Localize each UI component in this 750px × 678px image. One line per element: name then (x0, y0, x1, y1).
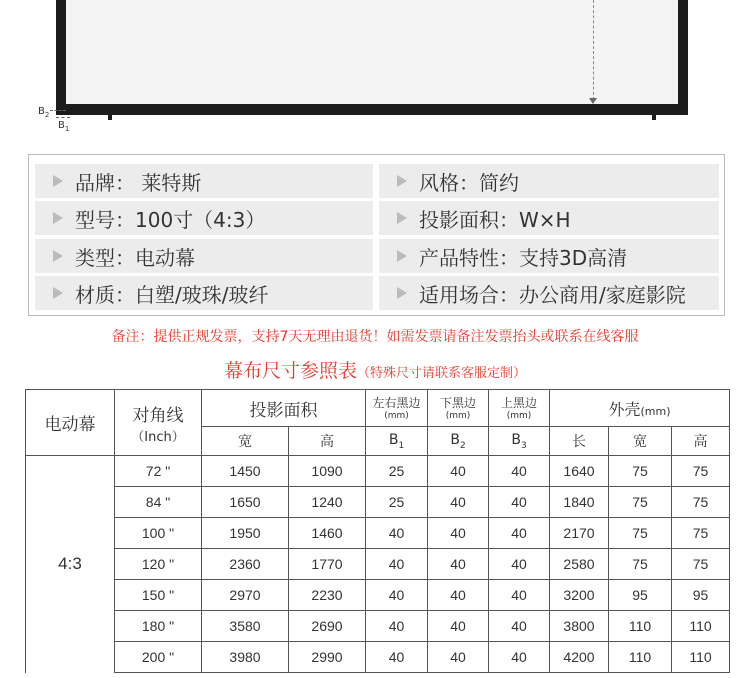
cell-b2: 40 (428, 456, 489, 487)
table-row (26, 580, 730, 611)
triangle-bullet-icon (53, 287, 63, 299)
cell-shell-width: 75 (609, 518, 672, 549)
spec-scene: 适用场合：办公商用/家庭影院 (379, 276, 719, 310)
cell-diagonal: 72 " (115, 456, 202, 487)
cell-shell-width: 75 (609, 456, 672, 487)
height-arrow-head (589, 98, 597, 104)
screen-surface (66, 0, 678, 104)
cell-b1: 40 (366, 518, 428, 549)
size-table-title (0, 356, 750, 383)
cell-diagonal: 150 " (115, 580, 202, 611)
cell-b1: 40 (366, 611, 428, 642)
cell-b2: 40 (428, 642, 489, 673)
subheader-height: 高 (289, 427, 366, 456)
table-row (26, 518, 730, 549)
subheader-shell-height: 高 (672, 427, 730, 456)
size-table-title-sub: （特殊尺寸请联系客服定制） (357, 366, 527, 381)
subheader-shell-length: 长 (550, 427, 609, 456)
cell-b3: 40 (489, 518, 550, 549)
cell-b3: 40 (489, 611, 550, 642)
cell-shell-length: 1840 (550, 487, 609, 518)
subheader-shell-width: 宽 (609, 427, 672, 456)
ratio-cell: 4:3 (26, 456, 115, 673)
triangle-bullet-icon (397, 287, 407, 299)
cell-width: 1950 (202, 518, 289, 549)
header-lr-border: 左右黑边 (mm) (366, 390, 428, 427)
cell-b2: 40 (428, 580, 489, 611)
cell-shell-length: 4200 (550, 642, 609, 673)
cell-width: 2360 (202, 549, 289, 580)
cell-height: 1460 (289, 518, 366, 549)
header-shell: 外壳(mm) (550, 390, 730, 427)
cell-diagonal: 120 " (115, 549, 202, 580)
cell-width: 3580 (202, 611, 289, 642)
cell-b1: 25 (366, 456, 428, 487)
header-type: 电动幕 (26, 390, 115, 456)
table-row (26, 487, 730, 518)
cell-width: 1650 (202, 487, 289, 518)
spec-style: 风格：简约 (379, 164, 719, 198)
cell-shell-width: 110 (609, 642, 672, 673)
cell-diagonal: 84 " (115, 487, 202, 518)
triangle-bullet-icon (53, 250, 63, 262)
subheader-b1: $B_1$ (366, 427, 428, 456)
b1-label: $B_1$ (58, 120, 70, 133)
subheader-width: 宽 (202, 427, 289, 456)
cell-height: 2990 (289, 642, 366, 673)
header-diagonal: 对角线 （Inch） (115, 390, 202, 456)
screen-foot-left (108, 114, 112, 120)
cell-height: 2690 (289, 611, 366, 642)
cell-shell-height: 75 (672, 549, 730, 580)
cell-height: 1240 (289, 487, 366, 518)
header-top-border: 上黑边 (mm) (489, 390, 550, 427)
cell-diagonal: 180 " (115, 611, 202, 642)
cell-b3: 40 (489, 642, 550, 673)
cell-shell-height: 75 (672, 456, 730, 487)
height-arrow-line (593, 0, 594, 100)
spec-material: 材质：白塑/玻珠/玻纤 (35, 276, 373, 310)
header-area: 投影面积 (202, 390, 366, 427)
triangle-bullet-icon (53, 175, 63, 187)
cell-b2: 40 (428, 611, 489, 642)
cell-b3: 40 (489, 580, 550, 611)
cell-shell-width: 95 (609, 580, 672, 611)
cell-shell-height: 110 (672, 642, 730, 673)
size-table-title-main: 幕布尺寸参照表 (223, 360, 357, 382)
cell-shell-width: 75 (609, 549, 672, 580)
spec-brand: 品牌： 莱特斯 (35, 164, 373, 198)
triangle-bullet-icon (397, 175, 407, 187)
cell-b2: 40 (428, 487, 489, 518)
cell-height: 2230 (289, 580, 366, 611)
cell-shell-height: 110 (672, 611, 730, 642)
spec-model: 型号：100寸（4:3） (35, 201, 373, 235)
cell-b1: 40 (366, 580, 428, 611)
cell-shell-height: 75 (672, 487, 730, 518)
cell-diagonal: 100 " (115, 518, 202, 549)
triangle-bullet-icon (397, 212, 407, 224)
spec-area: 投影面积：W×H (379, 201, 719, 235)
cell-b1: 25 (366, 487, 428, 518)
table-row (26, 456, 730, 487)
table-row (26, 642, 730, 673)
b2-dash (50, 110, 66, 111)
table-header-row (26, 390, 730, 427)
triangle-bullet-icon (53, 212, 63, 224)
triangle-bullet-icon (397, 250, 407, 262)
cell-b1: 40 (366, 642, 428, 673)
subheader-b2: $B_2$ (428, 427, 489, 456)
cell-b2: 40 (428, 549, 489, 580)
table-row (26, 611, 730, 642)
cell-shell-height: 95 (672, 580, 730, 611)
cell-diagonal: 200 " (115, 642, 202, 673)
cell-shell-length: 3800 (550, 611, 609, 642)
header-bottom-border: 下黑边 (mm) (428, 390, 489, 427)
cell-shell-length: 3200 (550, 580, 609, 611)
cell-b2: 40 (428, 518, 489, 549)
cell-height: 1770 (289, 549, 366, 580)
b1-dash (56, 117, 70, 118)
cell-b3: 40 (489, 456, 550, 487)
cell-shell-length: 1640 (550, 456, 609, 487)
spec-feature: 产品特性：支持3D高清 (379, 239, 719, 273)
cell-b1: 40 (366, 549, 428, 580)
cell-width: 2970 (202, 580, 289, 611)
cell-b3: 40 (489, 549, 550, 580)
cell-shell-width: 75 (609, 487, 672, 518)
cell-width: 1450 (202, 456, 289, 487)
size-table (25, 389, 730, 673)
cell-shell-width: 110 (609, 611, 672, 642)
b2-label: $B_2$ (38, 106, 50, 119)
cell-width: 3980 (202, 642, 289, 673)
cell-height: 1090 (289, 456, 366, 487)
cell-b3: 40 (489, 487, 550, 518)
subheader-b3: $B_3$ (489, 427, 550, 456)
cell-shell-length: 2580 (550, 549, 609, 580)
screen-diagram (0, 0, 750, 140)
screen-foot-right (652, 114, 656, 120)
cell-shell-height: 75 (672, 518, 730, 549)
spec-panel (28, 154, 725, 316)
spec-type: 类型：电动幕 (35, 239, 373, 273)
table-row (26, 549, 730, 580)
invoice-note: 备注：提供正规发票，支持7天无理由退货！如需发票请备注发票抬头或联系在线客服 (111, 329, 639, 345)
cell-shell-length: 2170 (550, 518, 609, 549)
